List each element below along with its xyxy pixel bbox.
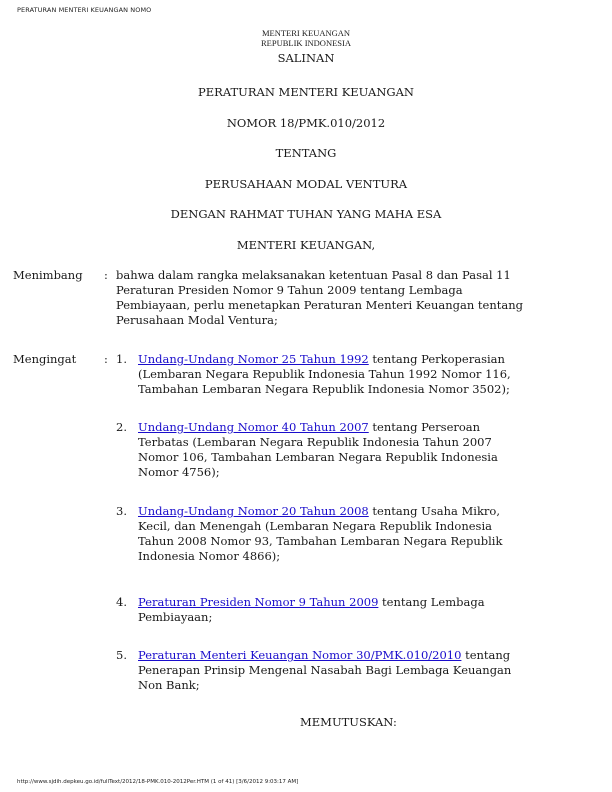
menimbang-text (116, 268, 596, 328)
mengingat-item-5 (138, 648, 578, 693)
law-link-uu-20-2008[interactable]: Undang-Undang Nomor 20 Tahun 2008 (138, 504, 369, 518)
mengingat-label: Mengingat (13, 352, 77, 366)
menimbang-line: Perusahaan Modal Ventura; (116, 313, 278, 327)
mengingat-item-3 (138, 504, 578, 564)
item-number: 5. (116, 648, 127, 662)
item-number: 2. (116, 420, 127, 434)
item-number: 4. (116, 595, 127, 609)
mengingat-item-2 (138, 420, 578, 480)
regulation-number: NOMOR 18/PMK.010/2012 (226, 116, 386, 130)
mengingat-item-1 (138, 352, 578, 397)
law-link-uu-25-1992[interactable]: Undang-Undang Nomor 25 Tahun 1992 (138, 352, 369, 366)
mengingat-colon: : (104, 352, 108, 366)
item-text: tentang Perseroan (368, 420, 481, 434)
item-line: Nomor 4756); (138, 465, 220, 479)
item-number: 1. (116, 352, 127, 366)
letterhead-line1: MENTERI KEUANGAN (261, 28, 351, 38)
item-line: Tahun 2008 Nomor 93, Tambahan Lembaran Negara Republik (138, 534, 503, 548)
memutuskan-heading: MEMUTUSKAN: (300, 715, 397, 729)
menimbang-colon: : (104, 268, 108, 282)
item-line: Kecil, dan Menengah (Lembaran Negara Republik Indonesia (138, 519, 492, 533)
item-line: Non Bank; (138, 678, 200, 692)
minister-heading: MENTERI KEUANGAN, (236, 238, 376, 252)
item-text: tentang Usaha Mikro, (368, 504, 501, 518)
page-header: PERATURAN MENTERI KEUANGAN NOMO (17, 6, 152, 14)
item-line: Terbatas (Lembaran Negara Republik Indonesia Tahun 2007 (138, 435, 492, 449)
salinan-heading: SALINAN (277, 51, 335, 65)
menimbang-line: Peraturan Presiden Nomor 9 Tahun 2009 tentang Lembaga (116, 283, 463, 297)
menimbang-line: Pembiayaan, perlu menetapkan Peraturan Menteri Keuangan tentang (116, 298, 523, 312)
item-number: 3. (116, 504, 127, 518)
item-line: Penerapan Prinsip Mengenal Nasabah Bagi Lembaga Keuangan (138, 663, 512, 677)
item-line: Tambahan Lembaran Negara Republik Indonesia Nomor 3502); (138, 382, 510, 396)
mengingat-item-4 (138, 595, 578, 625)
item-line: Indonesia Nomor 4866); (138, 549, 281, 563)
page-footer-url: http://www.sjdih.depkeu.go.id/fullText/2012/18-PMK.010-2012Per.HTM (1 of 41) [3/6/2012 9:03:17 AM] (17, 779, 299, 785)
item-text: tentang Lembaga (378, 595, 485, 609)
item-text: tentang (461, 648, 511, 662)
law-link-perpres-9-2009[interactable]: Peraturan Presiden Nomor 9 Tahun 2009 (138, 595, 379, 609)
menimbang-line: bahwa dalam rangka melaksanakan ketentuan Pasal 8 dan Pasal 11 (116, 268, 511, 282)
item-line: Pembiayaan; (138, 610, 213, 624)
item-text: tentang Perkoperasian (368, 352, 505, 366)
invocation-heading: DENGAN RAHMAT TUHAN YANG MAHA ESA (170, 207, 442, 221)
letterhead-line2: REPUBLIK INDONESIA (261, 38, 351, 48)
law-link-uu-40-2007[interactable]: Undang-Undang Nomor 40 Tahun 2007 (138, 420, 369, 434)
item-line: (Lembaran Negara Republik Indonesia Tahun 1992 Nomor 116, (138, 367, 511, 381)
subject-heading: PERUSAHAAN MODAL VENTURA (204, 177, 408, 191)
law-link-pmk-30-2010[interactable]: Peraturan Menteri Keuangan Nomor 30/PMK.010/2010 (138, 648, 462, 662)
item-line: Nomor 106, Tambahan Lembaran Negara Republik Indonesia (138, 450, 498, 464)
about-heading: TENTANG (275, 146, 337, 160)
regulation-heading: PERATURAN MENTERI KEUANGAN (198, 85, 414, 99)
menimbang-label: Menimbang (13, 268, 83, 282)
